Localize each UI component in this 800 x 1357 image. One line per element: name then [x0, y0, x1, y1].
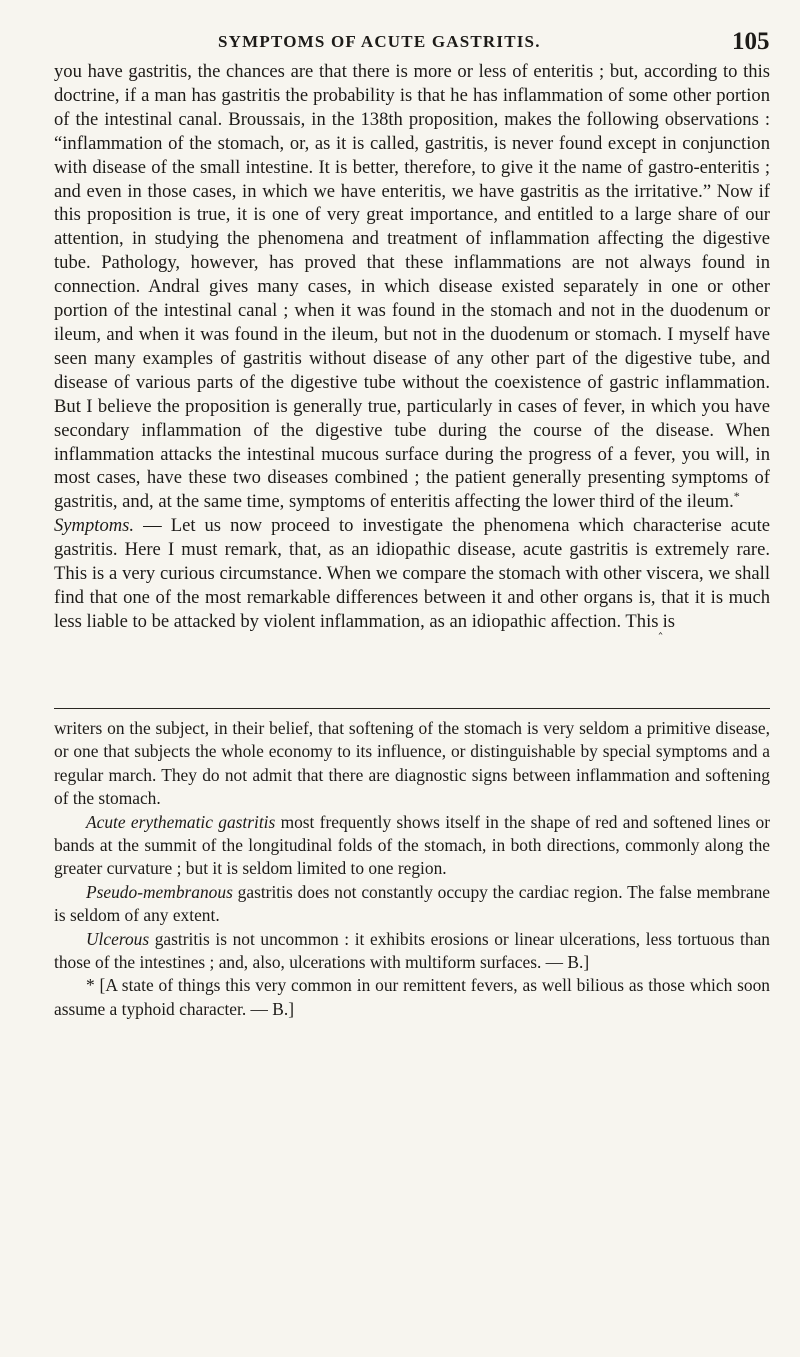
footnote-pseudo-membranous: [54, 881, 770, 928]
caret-mark: ‸: [658, 620, 663, 635]
footnote-lead: Acute erythematic gastritis: [86, 811, 276, 832]
footnote-divider: [54, 708, 770, 709]
footnote-lead: Ulcerous: [86, 928, 150, 949]
footnote-text: gastritis does not constantly occupy the cardiac region. The false membrane is seldom of any extent.: [54, 881, 770, 926]
footnote-erythematic: [54, 811, 770, 881]
footnote-continuation: writers on the subject, in their belief, that softening of the stomach is very seldom a primitive disease, or one that subjects the whole economy to its influence, or distinguishable by special symptoms and a regular march. They do not admit that there are diagnostic signs between inflammation and softening of the stomach.: [54, 718, 770, 809]
paragraph-text: you have gastritis, the chances are that there is more or less of enteritis ; but, according to this doctrine, if a man has gastritis the probability is that he has inflammation of some other portion of the intestinal canal. Broussais, in the 138th proposition, makes the following observations : “inflammation of the stomach, or, as it is called, gastritis, is never found except in conjunction with disease of the small intestine. It is better, therefore, to give it the name of gastro-enteritis ; and even in those cases, in which we have enteritis, we have gastritis as the irritative.” Now if this proposition is true, it is one of very great importance, and entitled to a large share of our attention, in studying the phenomena and treatment of inflammation affecting the digestive tube. Pathology, however, has proved that these inflammations are not always found in connection. Andral gives many cases, in which disease existed separately in one or other portion of the intestinal canal ; when it was found in the stomach and not in the duodenum or ileum, and when it was found in the ileum, but not in the duodenum or stomach. I myself have seen many examples of gastritis without disease of any other part of the digestive tube, and disease of various parts of the digestive tube without the coexistence of gastric inflammation. But I believe the proposition is generally true, particularly in cases of fever, in which you have secondary inflammation of the digestive tube during the course of the disease. When inflammation attacks the intestinal mucous surface during the progress of a fever, you will, in most cases, have these two diseases combined ; the patient generally presenting symptoms of gastritis, and, at the same time, symptoms of enteritis affecting the lower third of the ileum.: [54, 61, 770, 513]
main-text: [54, 60, 770, 640]
footnote-marker: *: [733, 489, 740, 504]
running-title: SYMPTOMS OF ACUTE GASTRITIS.: [218, 32, 541, 51]
footnote-text: most frequently shows itself in the shape of red and softened lines or bands at the summit of the longitudinal folds of the stomach, in both directions, commonly along the greater curvature ; but it is seldom limited to one region.: [54, 811, 770, 879]
footnote-lead: Pseudo-membranous: [86, 881, 233, 902]
footnotes: [54, 717, 770, 1021]
running-head: [0, 28, 800, 58]
page-number: 105: [732, 28, 770, 55]
paragraph-tail: is: [662, 610, 675, 632]
footnote-remittent-fevers: * [A state of things this very common in our remittent fevers, as well bilious as those which soon assume a typhoid character. — B.]: [54, 975, 770, 1019]
paragraph-text: — Let us now proceed to investigate the phenomena which characterise acute gastritis. Here I must remark, that, as an idiopathic disease, acute gastritis is extremely rare. This is a very curious circumstance. When we compare the stomach with other viscera, we shall find that one of the most remarkable differences between it and other organs is, that it is much less liable to be attacked by violent inflammation, as an idiopathic affection. This: [54, 515, 770, 632]
paragraph-symptoms: [54, 514, 770, 640]
paragraph-continuation: [54, 60, 770, 514]
section-lead: Symptoms.: [54, 515, 135, 537]
footnote-ulcerous: [54, 928, 770, 975]
footnote-text: gastritis is not uncommon : it exhibits erosions or linear ulcerations, less tortuous than those of the intestines ; and, also, ulcerations with multiform surfaces. — B.]: [54, 928, 770, 973]
